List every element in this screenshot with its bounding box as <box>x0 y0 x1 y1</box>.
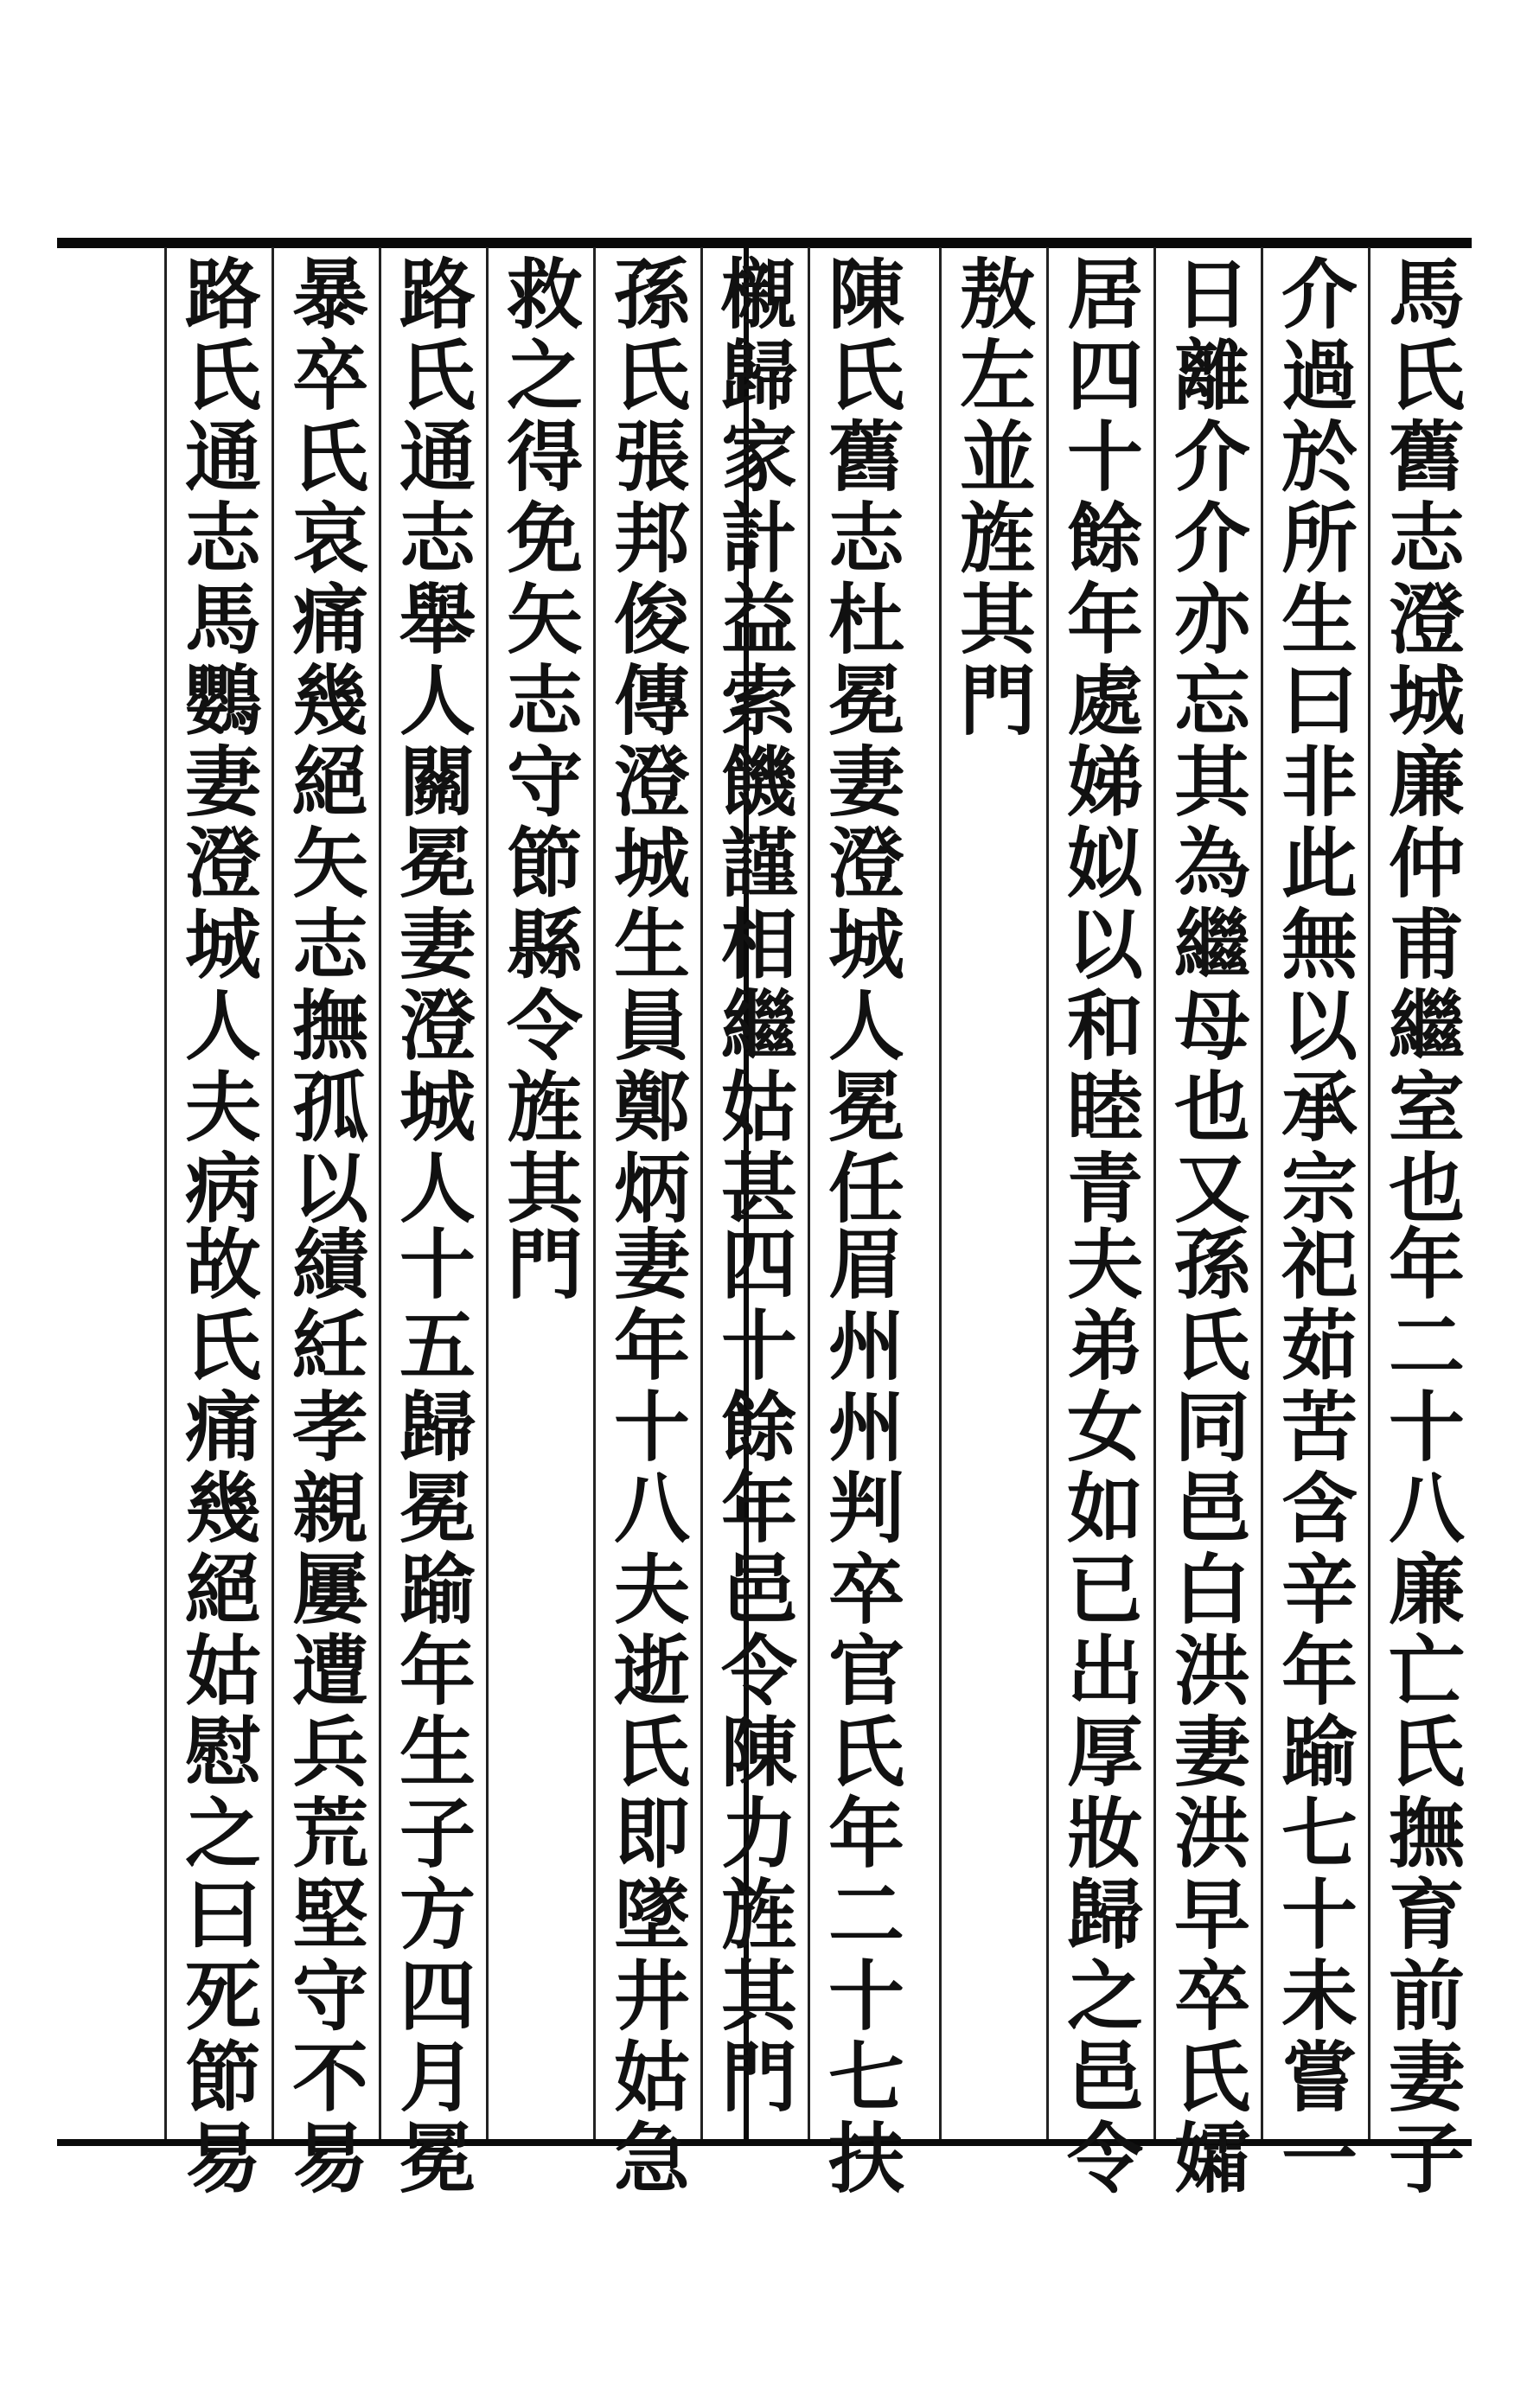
text-column <box>700 247 804 2139</box>
text-column <box>593 247 697 2200</box>
text-column <box>1368 247 1472 2200</box>
column-lower-text: 夫弟女如已出厚妝歸之邑令 <box>1055 1224 1145 2200</box>
text-column <box>1261 247 1364 2200</box>
text-columns <box>57 247 1472 2200</box>
text-column <box>939 247 1043 2139</box>
column-lower-text: 四十餘年邑令陳力旌其門 <box>709 1224 799 2118</box>
column-lower-text: 年二十八廉亡氏撫育前妻子 <box>1377 1224 1466 2200</box>
column-lower-text: 門 <box>495 1224 585 1306</box>
text-column <box>486 247 590 2139</box>
text-column <box>808 247 911 2200</box>
bottom-border-line <box>57 2139 1472 2146</box>
column-upper-text: 陳氏舊志杜冕妻澄城人冕任 <box>816 254 906 1230</box>
column-lower-text: 績紝孝親屢遭兵荒堅守不易 <box>280 1224 370 2200</box>
column-upper-text: 路氏通志舉人關冕妻澄城人 <box>387 254 477 1230</box>
column-lower-text: 故氏痛幾絕姑慰之曰死節易 <box>173 1224 263 2200</box>
text-column <box>1046 247 1150 2200</box>
text-column <box>1153 247 1257 2200</box>
column-upper-text: 馬氏舊志澄城廉仲甫繼室也 <box>1377 254 1466 1230</box>
column-upper-text: 路氏通志馬鸚妻澄城人夫病 <box>173 254 263 1230</box>
column-lower-text: 孫氏同邑白洪妻洪早卒氏孀 <box>1162 1224 1252 2200</box>
column-upper-text: 救之得免矢志守節縣令旌其 <box>495 254 585 1230</box>
column-lower-text: 妻年十八夫逝氏即墜井姑急 <box>602 1224 692 2200</box>
column-upper-text: 居四十餘年處娣姒以和睦青 <box>1055 254 1145 1230</box>
column-upper-text: 介過於所生曰非此無以承宗 <box>1269 254 1359 1230</box>
column-upper-text: 暴卒氏哀痛幾絕矢志撫孤以 <box>280 254 370 1230</box>
column-upper-text: 敖左並旌其門 <box>948 254 1038 742</box>
text-column <box>272 247 375 2200</box>
column-upper-text: 櫬歸家計益索饑謹相繼姑甚 <box>709 254 799 1230</box>
text-column <box>164 247 268 2200</box>
column-lower-text: 祀茹苦含辛年踰七十未嘗一 <box>1269 1224 1359 2200</box>
column-upper-text: 孫氏張邦俊傳澄城生員鄭炳 <box>602 254 692 1230</box>
column-upper-text: 日離介介亦忘其為繼母也又 <box>1162 254 1252 1230</box>
column-lower-text: 眉州州判卒官氏年二十七扶 <box>816 1224 906 2200</box>
column-lower-text: 十五歸冕踰年生子方四月冕 <box>387 1224 477 2200</box>
text-column <box>379 247 482 2200</box>
